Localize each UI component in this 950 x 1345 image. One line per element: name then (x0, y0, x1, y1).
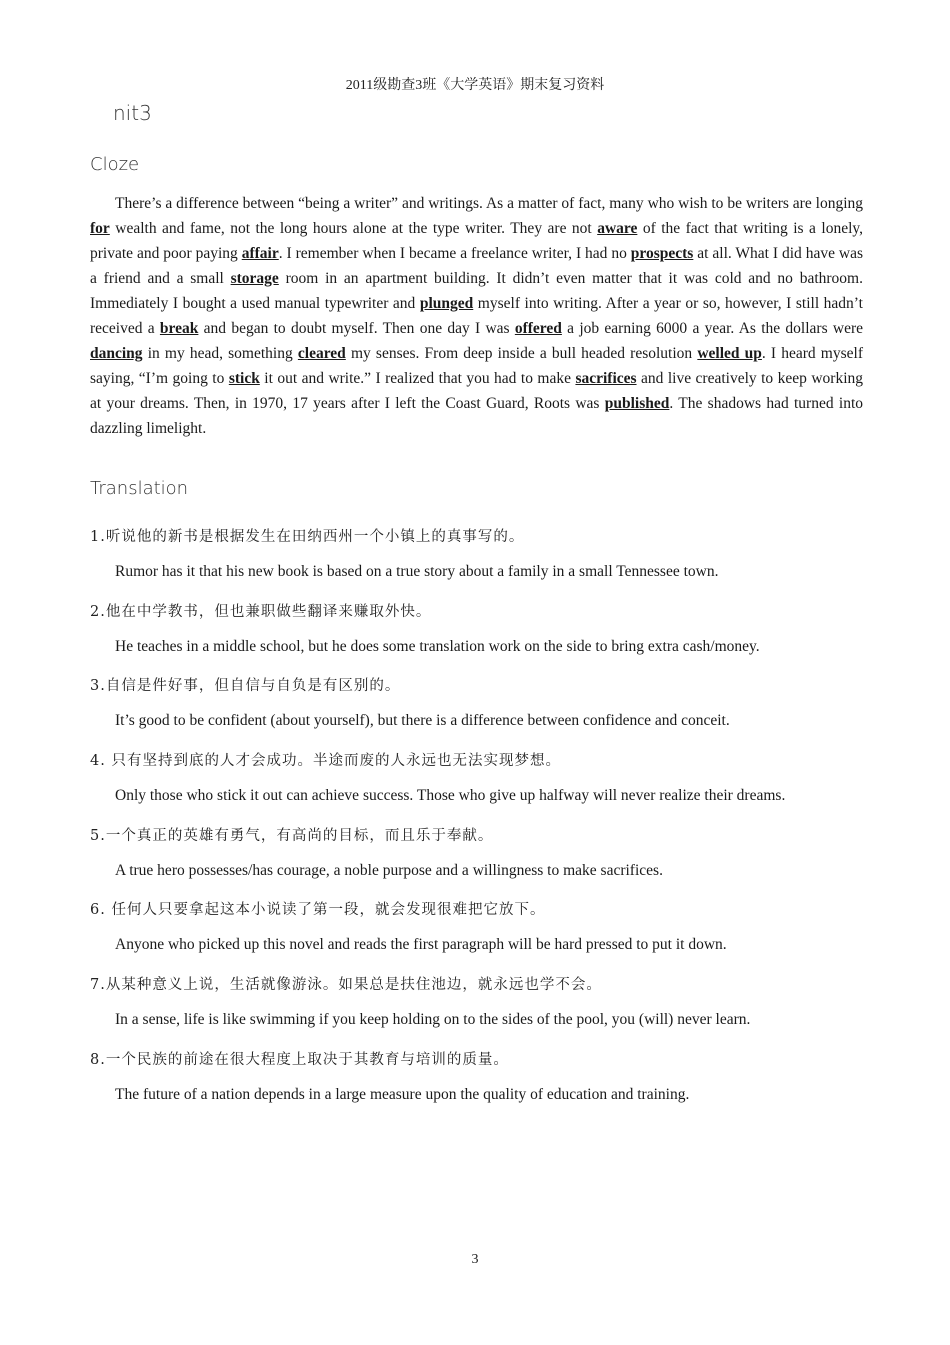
english-translation: Rumor has it that his new book is based on a true story about a family in a small Tennessee town. (115, 563, 719, 580)
cloze-text: room in an apartment building. It didn’t even matter that it was cold and no bathroom. Immediately I bought a used manual typewriter and (90, 270, 863, 312)
chinese-sentence: 2.他在中学教书，但也兼职做些翻译来赚取外快。 (90, 604, 432, 620)
cloze-text: at all. What I did have was a friend and a small (90, 245, 864, 287)
cloze-text: it out and write.” I realized that you had to make (259, 370, 576, 387)
cloze-answer: for (90, 220, 110, 237)
cloze-answer: welled up (697, 345, 762, 362)
cloze-text: and began to doubt myself. Then one day I was (198, 320, 515, 337)
cloze-text: . I heard myself saying, “I’m going to (90, 345, 863, 387)
cloze-answer: plunged (419, 295, 474, 312)
translation-item-1 (90, 525, 870, 581)
translation-item-7 (90, 973, 870, 1029)
cloze-answer: break (159, 320, 199, 337)
english-translation: The future of a nation depends in a large measure upon the quality of education and training. (115, 1086, 690, 1103)
cloze-text: of the fact that writing is a lonely, private and poor paying (90, 220, 863, 262)
translation-item-8 (90, 1048, 870, 1104)
cloze-answer: offered (514, 320, 562, 337)
cloze-text: . I remember when I became a freelance writer, I had no (278, 245, 631, 262)
cloze-answer: affair (241, 245, 279, 262)
cloze-heading: Cloze (90, 154, 140, 175)
cloze-answer: stick (228, 370, 260, 387)
chinese-sentence: 6. 任何人只要拿起这本小说读了第一段，就会发现很难把它放下。 (90, 902, 546, 918)
page-header: 2011级勘查3班《大学英语》期末复习资料 (345, 78, 605, 93)
english-translation: Anyone who picked up this novel and reads the first paragraph will be hard pressed to put it down. (115, 936, 727, 953)
cloze-answer: dancing (90, 345, 143, 362)
cloze-text: and live creatively to keep working at your dreams. Then, in 1970, 17 years after I left the Coast Guard, Roots was (90, 370, 864, 412)
cloze-answer: storage (230, 270, 279, 287)
page-number: 3 (471, 1252, 479, 1267)
unit-title: nit3 (113, 101, 152, 125)
translation-item-5 (90, 824, 870, 880)
chinese-sentence: 8.一个民族的前途在很大程度上取决于其教育与培训的质量。 (90, 1052, 509, 1068)
chinese-sentence: 3.自信是件好事，但自信与自负是有区别的。 (90, 678, 401, 694)
cloze-answer: sacrifices (575, 370, 637, 387)
cloze-text: in my head, something (142, 345, 298, 362)
cloze-answer: prospects (630, 245, 694, 262)
translation-item-3 (90, 674, 870, 730)
english-translation: A true hero possesses/has courage, a noble purpose and a willingness to make sacrifices. (115, 862, 663, 879)
cloze-answer: cleared (297, 345, 346, 362)
english-translation: It’s good to be confident (about yourself), but there is a difference between confidence and conceit. (115, 712, 730, 729)
cloze-answer: aware (597, 220, 638, 237)
english-translation: Only those who stick it out can achieve success. Those who give up halfway will never realize their dreams. (115, 787, 786, 804)
cloze-text: a job earning 6000 a year. As the dollars were (561, 320, 863, 337)
chinese-sentence: 7.从某种意义上说，生活就像游泳。如果总是扶住池边，就永远也学不会。 (90, 977, 602, 993)
cloze-text: myself into writing. After a year or so, however, I still hadn’t received a (90, 295, 863, 337)
english-translation: In a sense, life is like swimming if you keep holding on to the sides of the pool, you (will) never learn. (115, 1011, 751, 1028)
translation-item-2 (90, 600, 870, 656)
cloze-text: my senses. From deep inside a bull headed resolution (345, 345, 698, 362)
chinese-sentence: 1.听说他的新书是根据发生在田纳西州一个小镇上的真事写的。 (90, 529, 525, 545)
cloze-paragraph (90, 191, 863, 441)
cloze-text: wealth and fame, not the long hours alone at the type writer. They are not (109, 220, 598, 237)
cloze-text: There’s a difference between “being a writer” and writings. As a matter of fact, many who wish to be writers are longing (115, 195, 863, 212)
cloze-answer: published (604, 395, 670, 412)
translation-item-6 (90, 898, 870, 954)
chinese-sentence: 4. 只有坚持到底的人才会成功。半途而废的人永远也无法实现梦想。 (90, 753, 561, 769)
translation-heading: Translation (90, 478, 189, 499)
cloze-text: . The shadows had turned into dazzling limelight. (90, 395, 863, 437)
chinese-sentence: 5.一个真正的英雄有勇气，有高尚的目标，而且乐于奉献。 (90, 828, 494, 844)
english-translation: He teaches in a middle school, but he does some translation work on the side to bring extra cash/money. (115, 638, 760, 655)
translation-item-4 (90, 749, 870, 805)
